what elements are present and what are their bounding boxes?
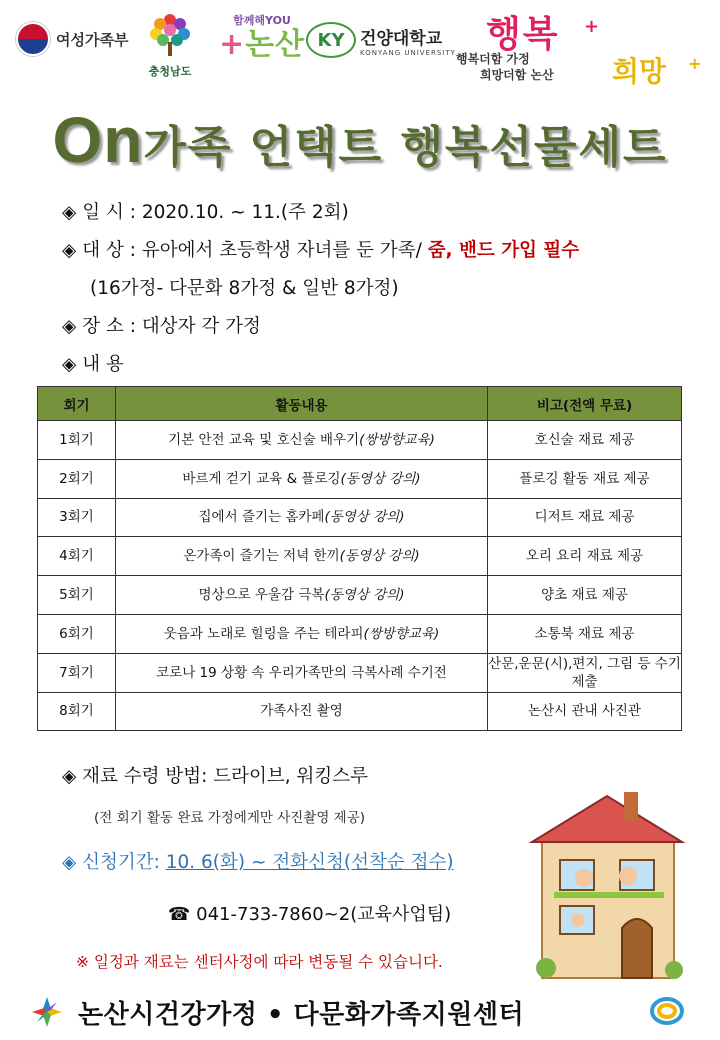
header-activity: 활동내용 xyxy=(116,387,488,421)
cell-session: 2회기 xyxy=(38,459,116,498)
cell-note: 플로깅 활동 재료 제공 xyxy=(488,459,682,498)
table-row xyxy=(38,576,682,615)
logo-bar xyxy=(0,0,720,92)
cell-session: 1회기 xyxy=(38,421,116,460)
cell-activity: 바르게 걷기 교육 & 플로깅(동영상 강의) xyxy=(116,459,488,498)
plus-icon: + xyxy=(584,16,600,37)
warning-note: ※ 일정과 재료는 센터사정에 따라 변동될 수 있습니다. xyxy=(76,953,443,971)
house-illustration xyxy=(524,768,690,984)
cell-activity: 집에서 즐기는 홈카페(동영상 강의) xyxy=(116,498,488,537)
info-date: ◈ 일 시 : 2020.10. ~ 11.(주 2회) xyxy=(62,202,349,223)
taegeuk-icon xyxy=(16,22,50,56)
pickup-method: ◈ 재료 수령 방법: 드라이브, 워킹스루 xyxy=(62,766,368,787)
pinwheel-icon xyxy=(30,995,64,1029)
diamond-bullet-icon: ◈ xyxy=(62,766,77,787)
schedule-table xyxy=(37,386,682,731)
cell-activity: 웃음과 노래로 힐링을 주는 테라피(쌍방향교육) xyxy=(116,614,488,653)
cell-activity: 가족사진 촬영 xyxy=(116,692,488,731)
cell-note: 양초 재료 제공 xyxy=(488,576,682,615)
phone-contact: ☎ 041-733-7860~2(교육사업팀) xyxy=(168,904,452,925)
cell-session: 8회기 xyxy=(38,692,116,731)
table-header-row xyxy=(38,387,682,421)
university-logo: KY 건양대학교 KONYANG UNIVERSITY xyxy=(306,22,456,58)
cell-note: 논산시 관내 사진관 xyxy=(488,692,682,731)
cell-session: 6회기 xyxy=(38,614,116,653)
table-row xyxy=(38,653,682,692)
info-target-detail: (16가정- 다문화 8가정 & 일반 8가정) xyxy=(90,278,399,299)
cell-session: 3회기 xyxy=(38,498,116,537)
info-content: ◈ 내 용 xyxy=(62,354,124,375)
cell-note: 오리 요리 재료 제공 xyxy=(488,537,682,576)
info-place: ◈ 장 소 : 대상자 각 가정 xyxy=(62,316,261,337)
flower-tree-icon xyxy=(147,10,193,58)
diamond-bullet-icon: ◈ xyxy=(62,354,77,375)
header-note: 비고(전액 무료) xyxy=(488,387,682,421)
diamond-bullet-icon: ◈ xyxy=(62,240,77,261)
info-target: ◈ 대 상 : 유아에서 초등학생 자녀를 둔 가족/ 줌, 밴드 가입 필수 xyxy=(62,240,580,261)
cell-note: 소통북 재료 제공 xyxy=(488,614,682,653)
apply-period: ◈ 신청기간: 10. 6(화) ~ 전화신청(선착순 접수) xyxy=(62,852,454,873)
phone-icon: ☎ xyxy=(168,904,191,925)
header-session: 회기 xyxy=(38,387,116,421)
swirl-logo-icon xyxy=(650,996,684,1026)
cell-session: 4회기 xyxy=(38,537,116,576)
table-row xyxy=(38,459,682,498)
plus-icon: + xyxy=(218,27,246,62)
footer: 논산시건강가정 • 다문화가족지원센터 xyxy=(30,994,690,1030)
cell-activity: 온가족이 즐기는 저녁 한끼(동영상 강의) xyxy=(116,537,488,576)
pickup-note: (전 회기 활동 완료 가정에게만 사진촬영 제공) xyxy=(94,810,366,826)
cell-note: 호신술 재료 제공 xyxy=(488,421,682,460)
diamond-bullet-icon: ◈ xyxy=(62,316,77,337)
table-row xyxy=(38,498,682,537)
cell-session: 5회기 xyxy=(38,576,116,615)
cell-activity: 코로나 19 상황 속 우리가족만의 극복사례 수기전 xyxy=(116,653,488,692)
table-row xyxy=(38,537,682,576)
cell-note: 디저트 재료 제공 xyxy=(488,498,682,537)
cell-activity: 명상으로 우울감 극복(동영상 강의) xyxy=(116,576,488,615)
table-row xyxy=(38,421,682,460)
plus-icon: + xyxy=(688,54,702,73)
table-row xyxy=(38,614,682,653)
cell-activity: 기본 안전 교육 및 호신술 배우기(쌍방향교육) xyxy=(116,421,488,460)
page-title: On가족 언택트 행복선물세트 xyxy=(52,104,668,176)
ministry-logo: 여성가족부 xyxy=(16,22,128,56)
cell-session: 7회기 xyxy=(38,653,116,692)
table-row xyxy=(38,692,682,731)
nonsan-logo: 함께해YOU +논산 xyxy=(218,14,306,62)
cell-note: 산문,운문(시),편지, 그림 등 수기 제출 xyxy=(488,653,682,692)
diamond-bullet-icon: ◈ xyxy=(62,202,77,223)
province-logo: 충청남도 xyxy=(146,10,194,79)
diamond-bullet-icon: ◈ xyxy=(62,852,77,873)
hope-logo: 행복 + 행복더함 가정 희망더함 논산 희망 + xyxy=(456,13,702,88)
